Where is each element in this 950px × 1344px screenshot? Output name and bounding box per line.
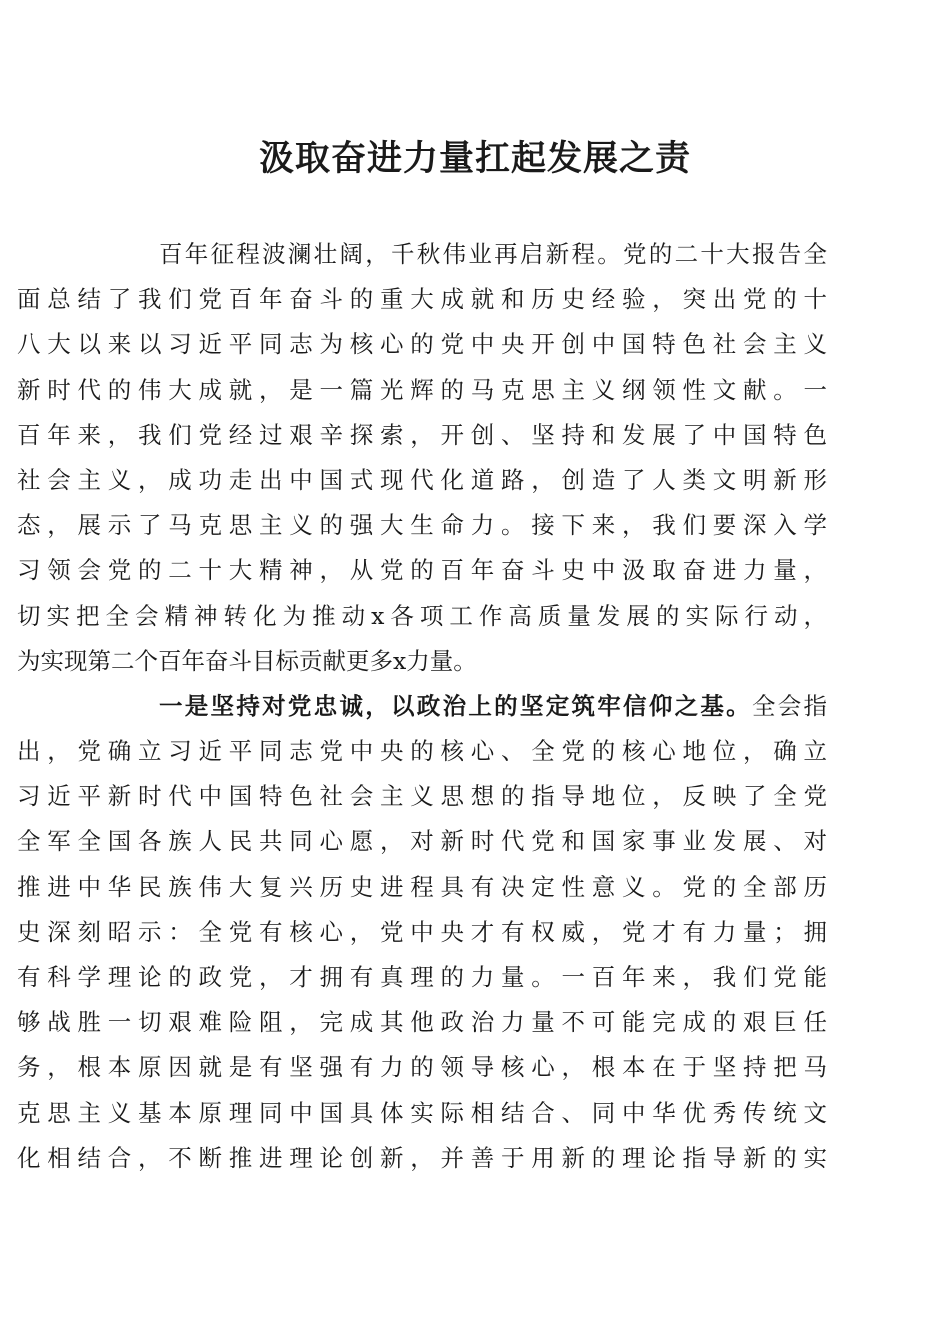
paragraph-heading: 一是坚持对党忠诚，以政治上的坚定筑牢信仰之基。 [159,691,752,720]
paragraph-2 [17,684,828,1181]
paragraph-line: 社会主义，成功走出中国式现代化道路，创造了人类文明新形 [17,465,827,494]
paragraph-line: 有科学理论的政党，才拥有真理的力量。一百年来，我们党能 [17,963,827,991]
paragraph-heading-rest: 全会指 [751,691,828,720]
paragraph-line: 态，展示了马克思主义的强大生命力。接下来，我们要深入学 [17,511,827,540]
paragraph-line: 出，党确立习近平同志党中央的核心、全党的核心地位，确立 [17,737,827,766]
paragraph-line: 百年来，我们党经过艰辛探索，开创、坚持和发展了中国特色 [17,420,827,449]
paragraph-line: 推进中华民族伟大复兴历史进程具有决定性意义。党的全部历 [17,872,827,901]
document-title: 汲取奋进力量扛起发展之责 [258,138,691,179]
paragraph-line: 新时代的伟大成就，是一篇光辉的马克思主义纲领性文献。一 [17,375,827,404]
paragraph-line: 够战胜一切艰难险阻，完成其他政治力量不可能完成的艰巨任 [17,1008,827,1037]
paragraph-line: 克思主义基本原理同中国具体实际相结合、同中华优秀传统文 [17,1098,827,1127]
document-body [17,232,828,1181]
paragraph-line: 百年征程波澜壮阔，千秋伟业再启新程。党的二十大报告全 [159,240,827,268]
paragraph-line: 习领会党的二十大精神，从党的百年奋斗史中汲取奋进力量， [17,556,827,585]
paragraph-line: 史深刻昭示：全党有核心，党中央才有权威，党才有力量；拥 [17,917,827,946]
paragraph-line: 全军全国各族人民共同心愿，对新时代党和国家事业发展、对 [17,827,827,856]
paragraph-line: 化相结合，不断推进理论创新，并善于用新的理论指导新的实 [17,1143,827,1172]
paragraph-line: 切实把全会精神转化为推动x各项工作高质量发展的实际行动， [17,601,827,630]
paragraph-1 [17,232,827,684]
paragraph-line: 为实现第二个百年奋斗目标贡献更多x力量。 [17,646,477,675]
paragraph-line: 八大以来以习近平同志为核心的党中央开创中国特色社会主义 [17,330,827,359]
paragraph-line: 面总结了我们党百年奋斗的重大成就和历史经验，突出党的十 [17,285,827,314]
paragraph-line: 务，根本原因就是有坚强有力的领导核心，根本在于坚持把马 [17,1053,827,1082]
paragraph-line [147,684,827,729]
paragraph-line: 习近平新时代中国特色社会主义思想的指导地位，反映了全党 [17,782,827,811]
